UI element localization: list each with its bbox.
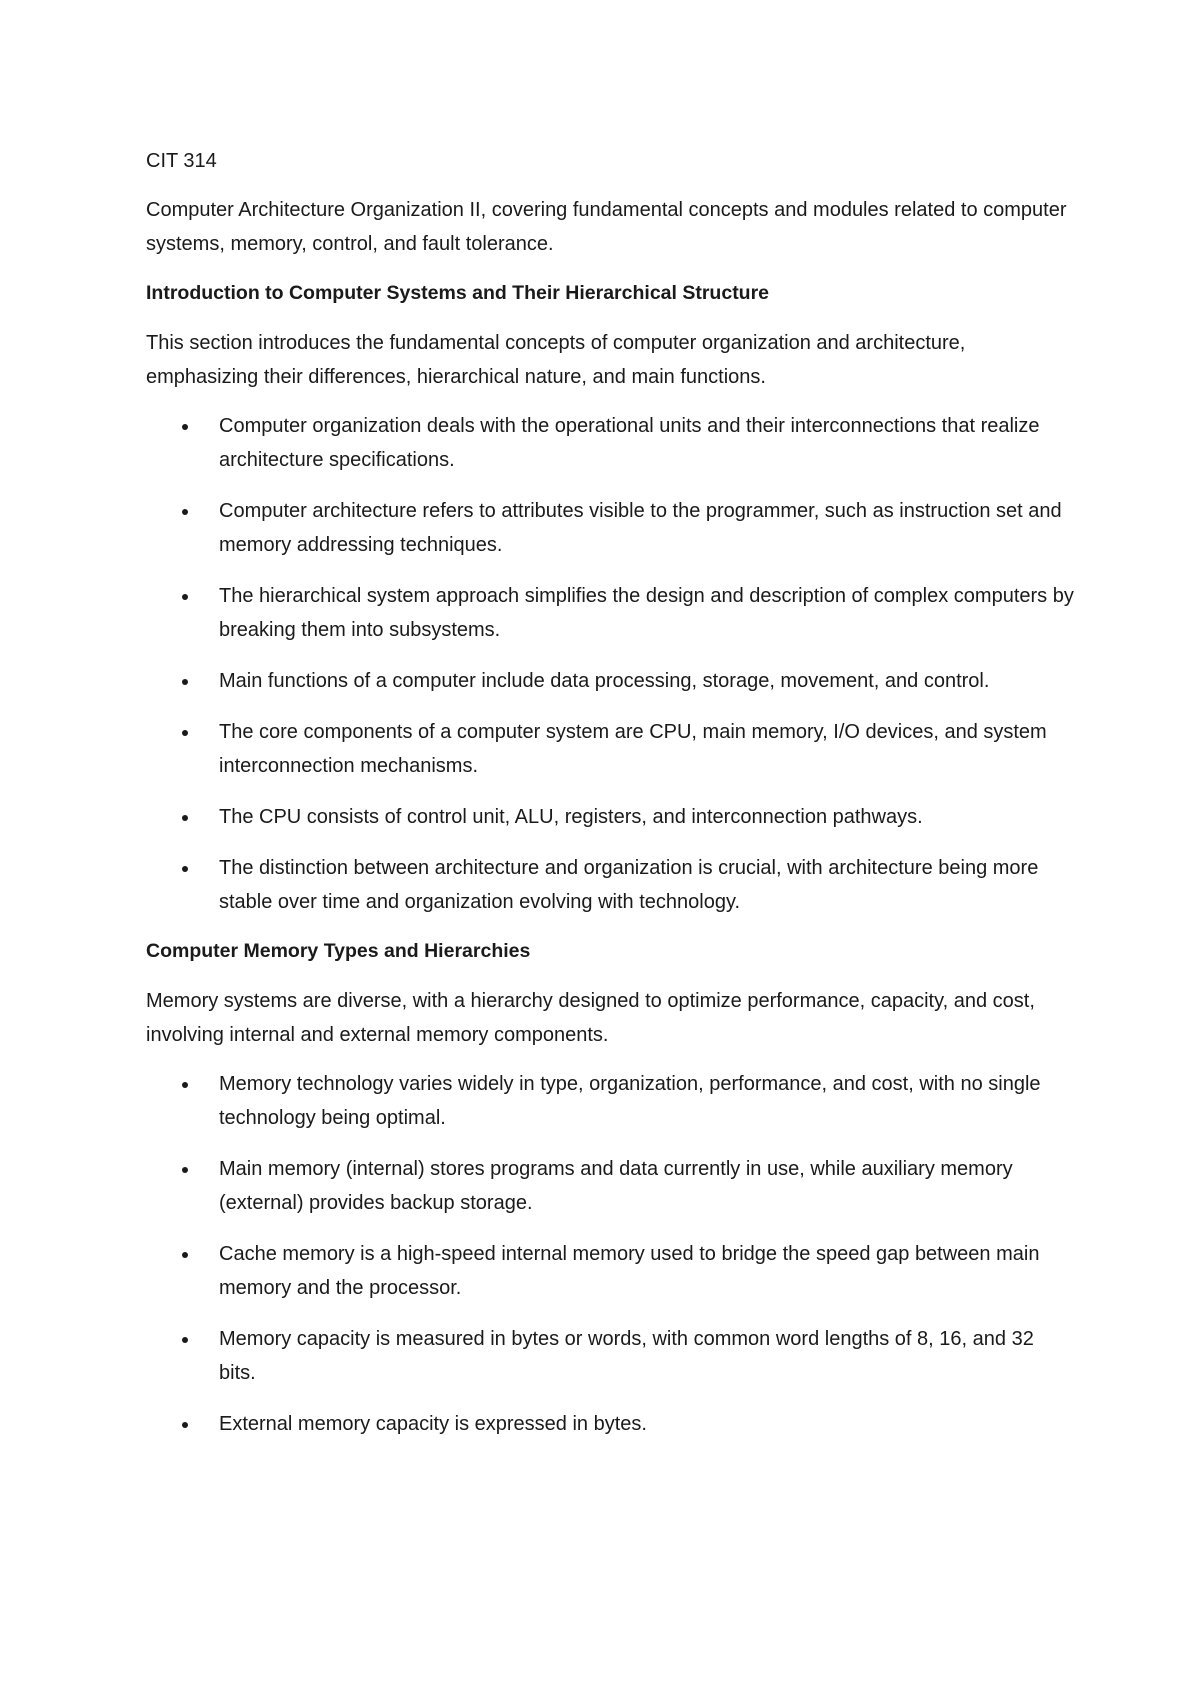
bullet-icon (182, 866, 188, 872)
list-item-text: The hierarchical system approach simplifies the design and description of complex computers by breaking them into subsystems. (219, 585, 1074, 641)
bullet-icon (182, 424, 188, 430)
list-item-text: Memory technology varies widely in type, organization, performance, and cost, with no single technology being optimal. (219, 1073, 1041, 1129)
section-heading: Computer Memory Types and Hierarchies (146, 940, 531, 962)
bullet-list (146, 1067, 1076, 1441)
list-item (146, 664, 1076, 698)
section-paragraph: Memory systems are diverse, with a hierarchy designed to optimize performance, capacity, and cost, involving internal and external memory components. (146, 990, 1035, 1046)
list-item (146, 1067, 1076, 1135)
bullet-icon (182, 1337, 188, 1343)
section-heading: Introduction to Computer Systems and Their Hierarchical Structure (146, 282, 770, 304)
list-item (146, 579, 1076, 647)
section-paragraph: This section introduces the fundamental concepts of computer organization and architecture, emphasizing their differences, hierarchical nature, and main functions. (146, 332, 966, 388)
bullet-icon (182, 679, 188, 685)
list-item-text: The distinction between architecture and organization is crucial, with architecture being more stable over time and organization evolving with technology. (219, 857, 1039, 913)
list-item (146, 800, 1076, 834)
bullet-icon (182, 509, 188, 515)
section-memory (146, 934, 1076, 1441)
list-item (146, 1322, 1076, 1390)
list-item (146, 851, 1076, 919)
list-item-text: Computer architecture refers to attributes visible to the programmer, such as instruction set and memory addressing techniques. (219, 500, 1062, 556)
list-item (146, 1237, 1076, 1305)
bullet-icon (182, 1252, 188, 1258)
document-page (146, 144, 1076, 1456)
bullet-icon (182, 730, 188, 736)
bullet-icon (182, 1082, 188, 1088)
intro-paragraph: Computer Architecture Organization II, covering fundamental concepts and modules related to computer systems, memory, control, and fault tolerance. (146, 199, 1067, 255)
list-item-text: Main functions of a computer include data processing, storage, movement, and control. (219, 670, 990, 692)
list-item-text: Cache memory is a high-speed internal memory used to bridge the speed gap between main memory and the processor. (219, 1243, 1040, 1299)
bullet-icon (182, 1422, 188, 1428)
list-item-text: Computer organization deals with the operational units and their interconnections that realize architecture specifications. (219, 415, 1040, 471)
list-item-text: The core components of a computer system are CPU, main memory, I/O devices, and system interconnection mechanisms. (219, 721, 1047, 777)
bullet-icon (182, 815, 188, 821)
bullet-icon (182, 1167, 188, 1173)
course-code: CIT 314 (146, 150, 217, 172)
bullet-list (146, 409, 1076, 919)
list-item-text: Main memory (internal) stores programs and data currently in use, while auxiliary memory (external) provides backup storage. (219, 1158, 1013, 1214)
list-item (146, 494, 1076, 562)
list-item (146, 715, 1076, 783)
list-item (146, 1152, 1076, 1220)
list-item-text: The CPU consists of control unit, ALU, registers, and interconnection pathways. (219, 806, 923, 828)
list-item (146, 409, 1076, 477)
list-item (146, 1407, 1076, 1441)
section-introduction (146, 276, 1076, 919)
list-item-text: Memory capacity is measured in bytes or words, with common word lengths of 8, 16, and 32 bits. (219, 1328, 1034, 1384)
bullet-icon (182, 594, 188, 600)
list-item-text: External memory capacity is expressed in bytes. (219, 1413, 647, 1435)
